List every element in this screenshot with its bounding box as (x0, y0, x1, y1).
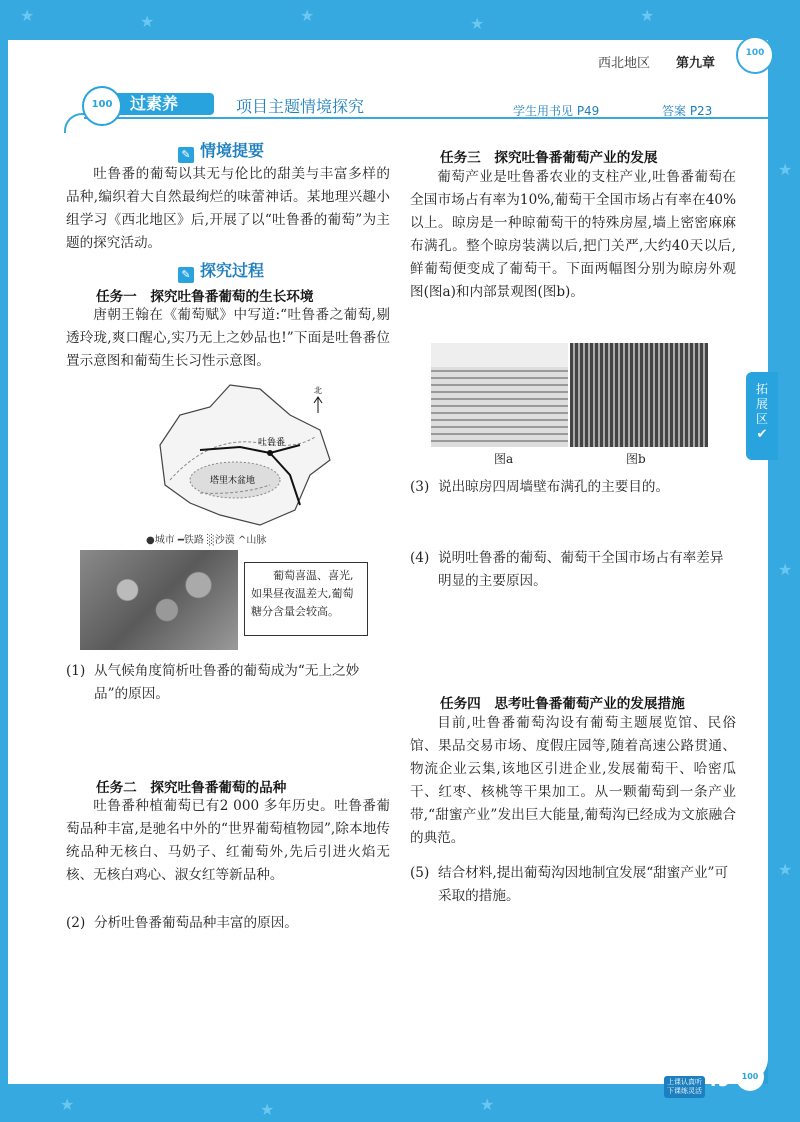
side-tab-char-1: 拓 (755, 382, 768, 396)
footer-slogan (664, 1076, 705, 1098)
check-icon: ✔ (756, 427, 768, 442)
caption-a: 图a (494, 452, 514, 466)
answer-ref: 答案 P23 (662, 104, 713, 118)
star-decoration: ★ (20, 6, 35, 25)
star-decoration: ★ (260, 1100, 275, 1119)
task4-title: 任务四 思考吐鲁番葡萄产业的发展措施 (440, 696, 685, 712)
star-decoration: ★ (778, 160, 793, 179)
question-4-number: (4) (410, 550, 430, 566)
mascot-logo-icon: 100 (736, 36, 774, 74)
question-3 (410, 476, 736, 499)
header-region: 西北地区 (598, 56, 651, 71)
star-decoration: ★ (778, 560, 793, 579)
star-decoration: ★ (778, 860, 793, 879)
footer-slogan-line1: 上课认真听 (667, 1078, 702, 1086)
drying-house-interior-photo (570, 343, 708, 447)
question-2-text: 分析吐鲁番葡萄品种丰富的原因。 (94, 915, 298, 931)
question-4 (410, 547, 736, 593)
question-1 (66, 660, 390, 706)
drying-house-exterior-photo (431, 343, 568, 447)
map-label-basin: 塔里木盆地 (210, 476, 256, 486)
task2-text: 吐鲁番种植葡萄已有2 000 多年历史。吐鲁番葡萄品种丰富,是驰名中外的“世界葡萄植物园”,除本地传统品种无核白、马奶子、红葡萄外,先后引进火焰无核、无核白鸡心、淑女红等新品种。 (66, 798, 390, 883)
task3-text: 葡萄产业是吐鲁番农业的支柱产业,吐鲁番葡萄在全国市场占有率为10%,葡萄干全国市场占有率在40%以上。晾房是一种晾葡萄干的特殊房屋,墙上密密麻麻布满孔。整个晾房装满以后,把门关严,大约40天以后,鲜葡萄便变成了葡萄干。下面两幅图分别为晾房外观图(图a)和内部景观图(图b)。 (410, 169, 736, 300)
star-decoration: ★ (300, 6, 315, 25)
caption-b: 图b (626, 452, 646, 466)
map-label-turpan: 吐鲁番 (258, 438, 286, 448)
frame-top (0, 0, 800, 40)
task3-title: 任务三 探究吐鲁番葡萄产业的发展 (440, 150, 658, 166)
section-situation (178, 138, 264, 163)
star-decoration: ★ (640, 6, 655, 25)
star-decoration: ★ (60, 1095, 75, 1114)
star-decoration: ★ (140, 12, 155, 31)
pencil-icon: ✎ (178, 147, 194, 163)
situation-text: 吐鲁番的葡萄以其无与伦比的甜美与丰富多样的品种,编织着大自然最绚烂的味蕾神话。某地理兴趣小组学习《西北地区》后,开展了以“吐鲁番的葡萄”为主题的探究活动。 (66, 166, 390, 251)
section-process-label: 探究过程 (200, 261, 265, 280)
frame-left (0, 0, 8, 1122)
pencil-icon: ✎ (178, 267, 194, 283)
side-tab-extension[interactable] (746, 372, 778, 460)
star-decoration: ★ (480, 1095, 495, 1114)
banner-badge: 过素养 (104, 93, 214, 115)
section-process (178, 258, 264, 283)
question-3-number: (3) (410, 479, 430, 495)
question-2 (66, 912, 390, 935)
section-situation-label: 情境提要 (200, 141, 265, 160)
side-tab-char-2: 展 (755, 397, 768, 411)
task1-text: 唐朝王翰在《葡萄赋》中写道:“吐鲁番之葡萄,剔透玲珑,爽口醒心,实乃无上之妙品也!”下面是吐鲁番位置示意图和葡萄生长习性示意图。 (66, 307, 390, 369)
map-legend: ●城市 ━铁路 ░沙漠 ^山脉 (146, 535, 267, 546)
footer-mascot-icon: 100 (736, 1063, 764, 1091)
question-4-text: 说明吐鲁番的葡萄、葡萄干全国市场占有率差异明显的主要原因。 (438, 550, 724, 589)
turpan-location-map (140, 375, 340, 545)
question-5-text: 结合材料,提出葡萄沟因地制宜发展“甜蜜产业”可采取的措施。 (438, 865, 729, 904)
question-5-number: (5) (410, 865, 430, 881)
question-1-number: (1) (66, 663, 86, 679)
header-chapter: 第九章 (676, 56, 716, 71)
question-2-number: (2) (66, 915, 86, 931)
page-number: 49 (705, 1070, 731, 1091)
banner-subtitle: 项目主题情境探究 (236, 97, 365, 116)
question-3-text: 说出晾房四周墙壁布满孔的主要目的。 (438, 479, 670, 495)
footer-slogan-line2: 下课练灵活 (667, 1087, 702, 1095)
map-north-label: 北 (314, 386, 322, 395)
grape-habit-note: 葡萄喜温、喜光,如果昼夜温差大,葡萄糖分含量会较高。 (244, 562, 368, 636)
star-decoration: ★ (470, 14, 485, 33)
question-1-text: 从气候角度简析吐鲁番的葡萄成为“无上之妙品”的原因。 (94, 663, 360, 702)
side-tab-char-3: 区 (755, 412, 768, 426)
question-5 (410, 862, 736, 908)
task4-text: 目前,吐鲁番葡萄沟设有葡萄主题展览馆、民俗馆、果品交易市场、度假庄园等,随着高速公路贯通、物流企业云集,该地区引进企业,发展葡萄干、哈密瓜干、红枣、核桃等干果加工。从一颗葡萄到一条产业带,“甜蜜产业”发出巨大能量,葡萄沟已经成为文旅融合的典范。 (410, 715, 736, 846)
student-book-ref: 学生用书见 P49 (513, 104, 600, 118)
grapes-photo (80, 550, 238, 650)
banner-logo-icon: 100 (82, 86, 122, 126)
task2-title: 任务二 探究吐鲁番葡萄的品种 (96, 780, 287, 796)
task1-title: 任务一 探究吐鲁番葡萄的生长环境 (96, 289, 314, 305)
